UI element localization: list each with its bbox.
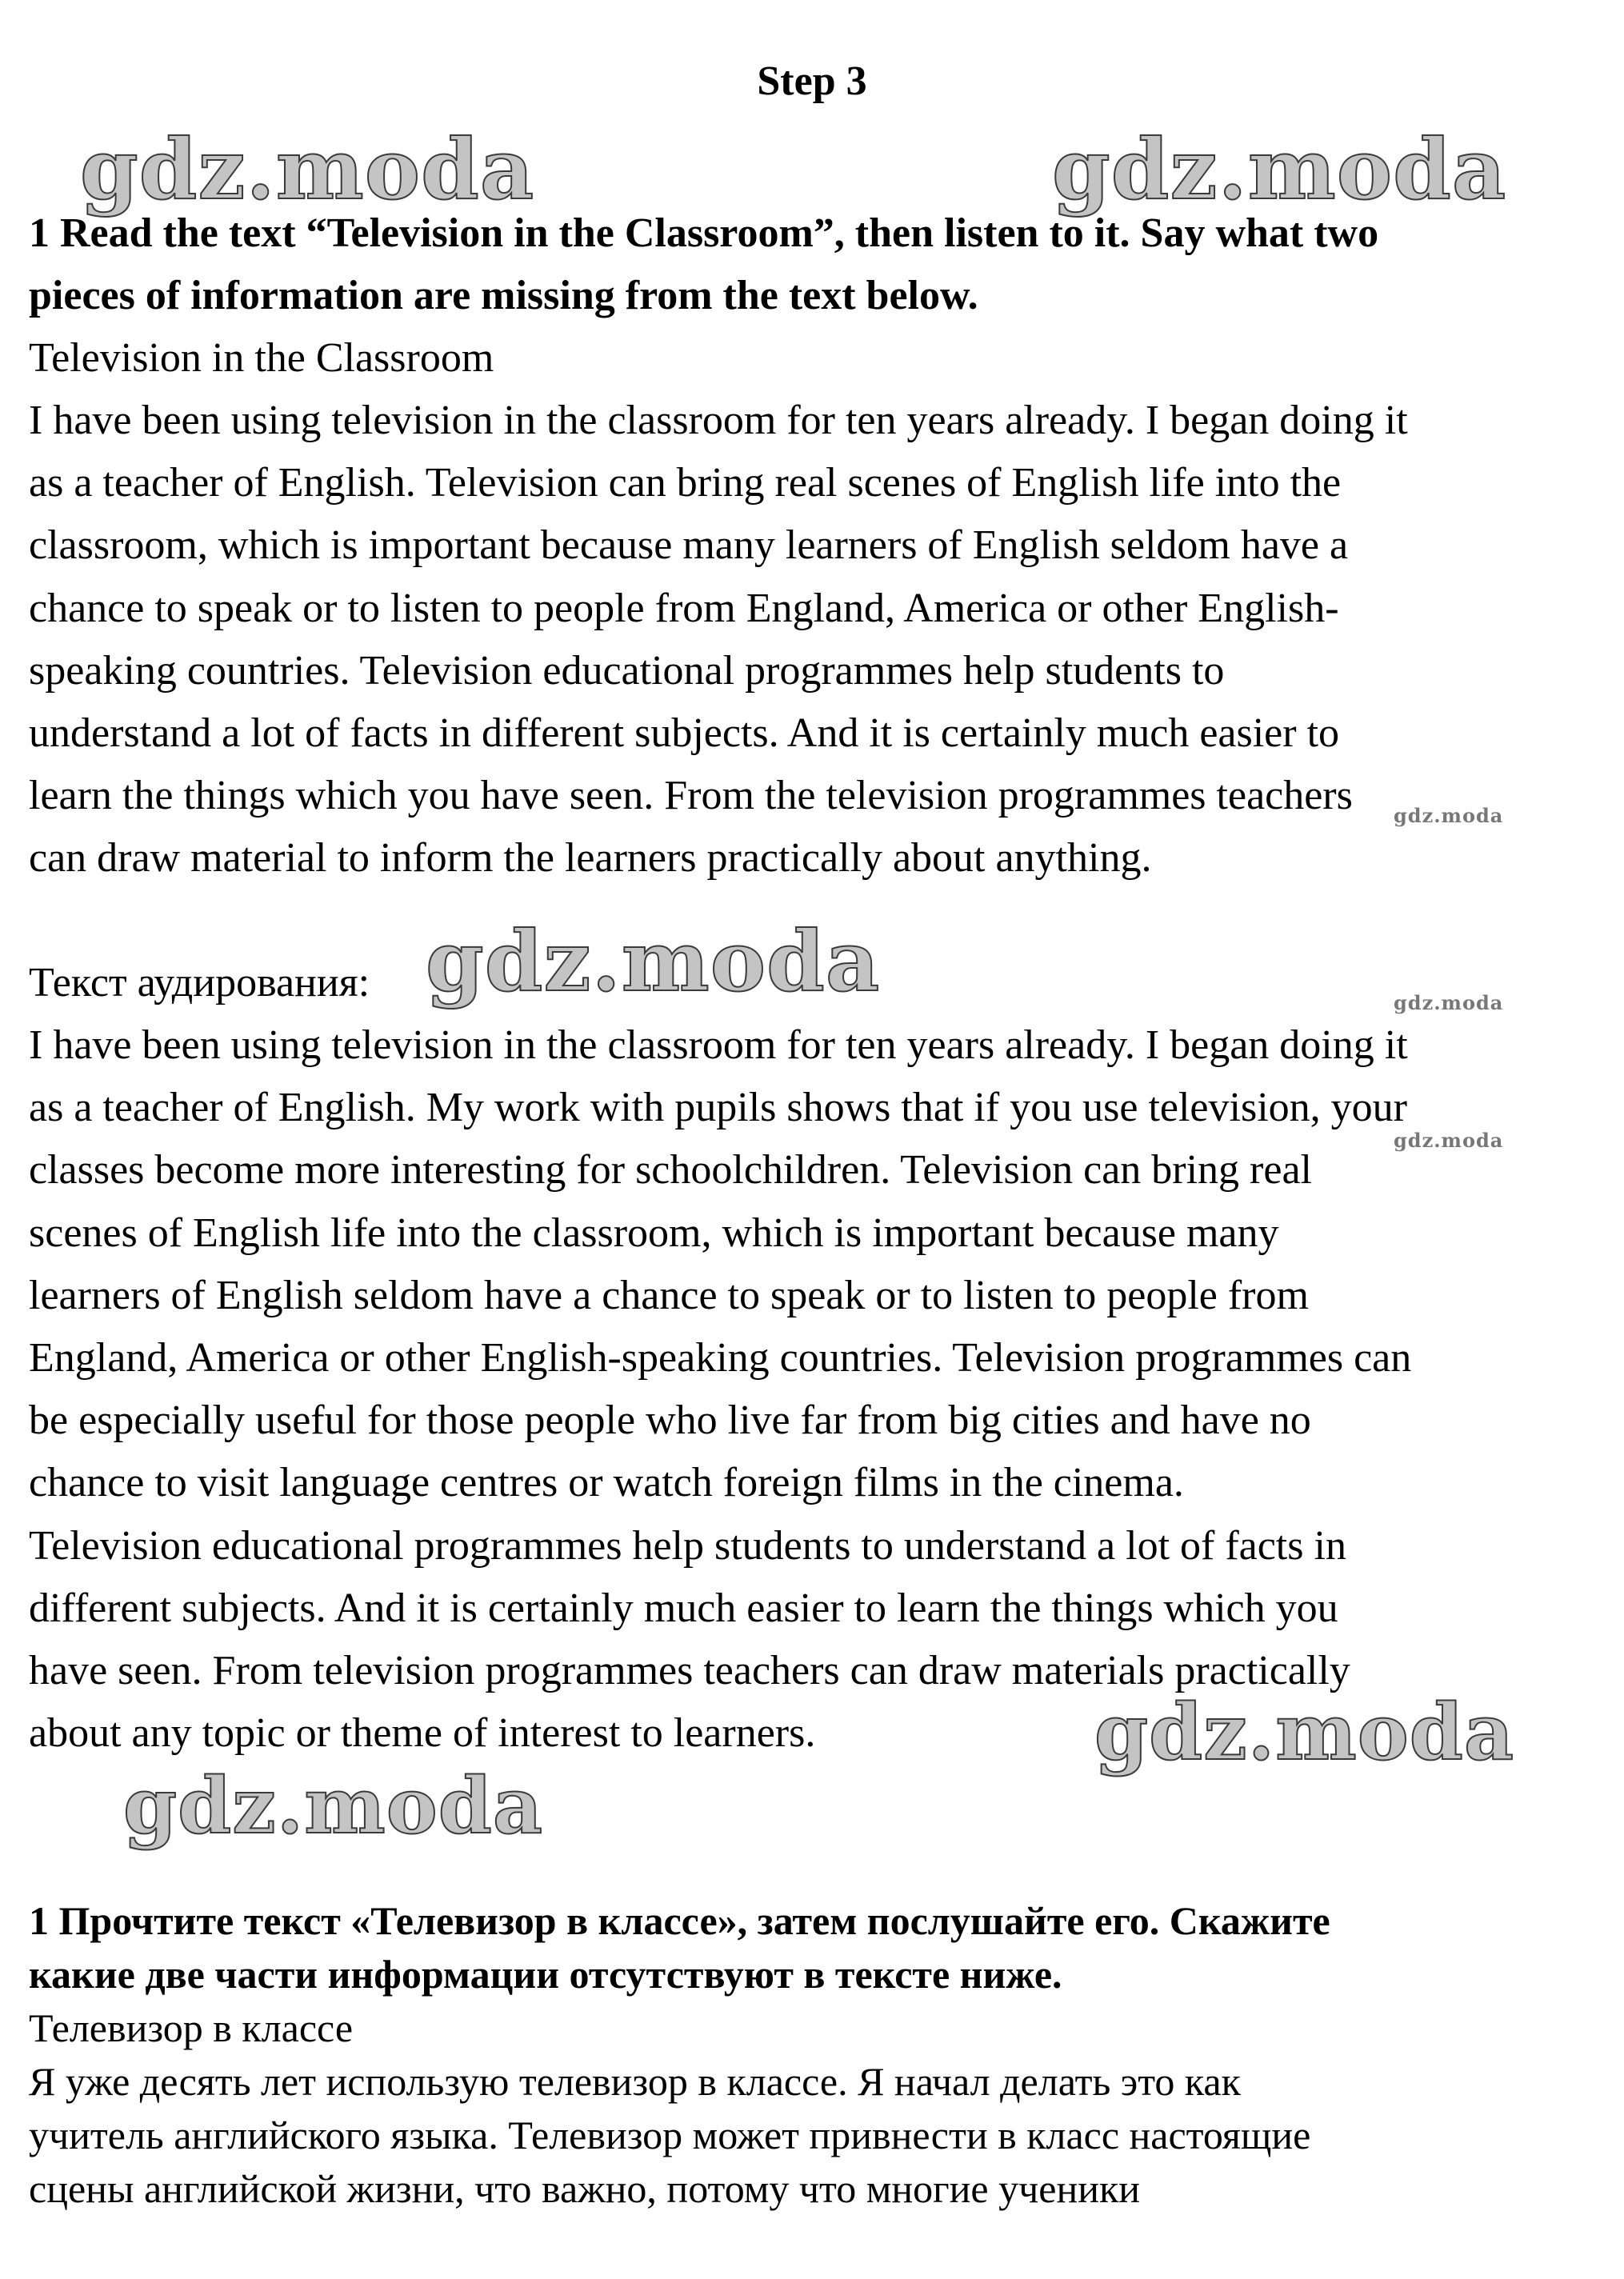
watermark: gdz.moda xyxy=(1394,991,1504,1014)
listening-body xyxy=(29,1014,1609,1765)
watermark: gdz.moda xyxy=(426,912,881,1010)
text-line: Television educational programmes help students to understand a lot of facts in xyxy=(29,1522,1346,1569)
watermark: gdz.moda xyxy=(1052,120,1507,218)
text-line: classroom, which is important because many learners of English seldom have a xyxy=(29,522,1349,569)
text-line: about any topic or theme of interest to learners. xyxy=(29,1710,816,1757)
listening-label-text: Текст аудирования: xyxy=(29,960,370,1006)
text-body-en xyxy=(29,390,1609,890)
text-line: England, America or other English-speaking countries. Television programmes can xyxy=(29,1335,1412,1381)
task-heading-line: какие две части информации отсутствуют в тексте ниже. xyxy=(29,1952,1062,1997)
text-line: chance to visit language centres or watch foreign films in the cinema. xyxy=(29,1460,1184,1506)
text-line: different subjects. And it is certainly much easier to learn the things which you xyxy=(29,1585,1338,1631)
text-title-ru xyxy=(29,2001,1609,2055)
watermark: gdz.moda xyxy=(1394,804,1504,827)
text-title-label: Television in the Classroom xyxy=(29,335,494,381)
text-line: can draw material to inform the learners practically about anything. xyxy=(29,835,1152,882)
text-line: have seen. From television programmes teachers can draw materials practically xyxy=(29,1648,1350,1694)
task-heading-line: pieces of information are missing from the text below. xyxy=(29,273,978,319)
text-line: as a teacher of English. Television can bring real scenes of English life into the xyxy=(29,460,1342,506)
text-title-label: Телевизор в классе xyxy=(29,2005,354,2050)
task-heading-en xyxy=(29,202,1609,327)
task-heading-line: 1 Read the text “Television in the Classroom”, then listen to it. Say what two xyxy=(29,210,1379,256)
text-line: learn the things which you have seen. From the television programmes teachers xyxy=(29,773,1353,819)
watermark: gdz.moda xyxy=(123,1761,544,1851)
task-heading-ru xyxy=(29,1894,1609,2001)
text-line: chance to speak or to listen to people from England, America or other English- xyxy=(29,585,1339,631)
text-line: speaking countries. Television educational programmes help students to xyxy=(29,647,1225,694)
task-heading-line: 1 Прочтите текст «Телевизор в классе», затем послушайте его. Скажите xyxy=(29,1898,1330,1943)
listening-label xyxy=(29,952,1609,1014)
text-line: Я уже десять лет использую телевизор в классе. Я начал делать это как xyxy=(29,2059,1241,2104)
text-body-ru xyxy=(29,2055,1609,2216)
text-line: I have been using television in the classroom for ten years already. I began doing it xyxy=(29,1022,1408,1068)
watermark: gdz.moda xyxy=(1394,1129,1504,1152)
text-line: учитель английского языка. Телевизор может привнести в класс настоящие xyxy=(29,2113,1311,2157)
text-line: as a teacher of English. My work with pupils shows that if you use television, your xyxy=(29,1085,1407,1131)
watermark: gdz.moda xyxy=(1094,1687,1515,1777)
text-line: I have been using television in the classroom for ten years already. I began doing it xyxy=(29,398,1408,443)
watermark: gdz.moda xyxy=(80,120,535,218)
text-title-en xyxy=(29,327,1609,390)
text-line: scenes of English life into the classroom, which is important because many xyxy=(29,1209,1279,1256)
text-line: сцены английской жизни, что важно, потому что многие ученики xyxy=(29,2166,1141,2211)
page-title: Step 3 xyxy=(757,58,867,104)
text-line: learners of English seldom have a chance to speak or to listen to people from xyxy=(29,1272,1309,1318)
text-line: classes become more interesting for schoolchildren. Television can bring real xyxy=(29,1147,1312,1193)
text-line: be especially useful for those people who live far from big cities and have no xyxy=(29,1397,1311,1444)
text-line: understand a lot of facts in different subjects. And it is certainly much easier to xyxy=(29,710,1340,757)
